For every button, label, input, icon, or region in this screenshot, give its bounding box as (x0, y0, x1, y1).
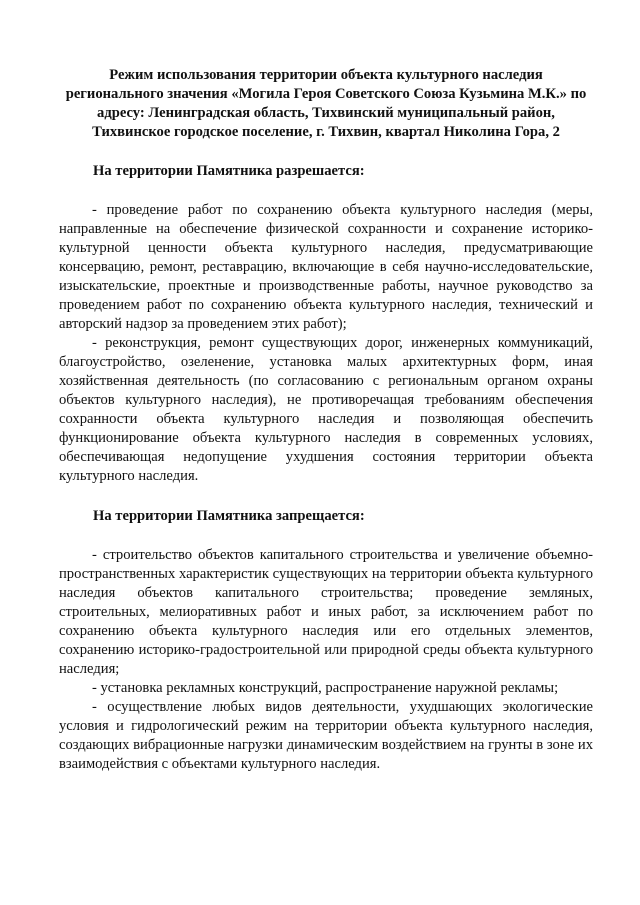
document-title: Режим использования территории объекта культурного наследия регионального значения «Могила Героя Советского Союза Кузьмина М.К.» по адресу: Ленинградская область, Тихвинский муниципальный район, Тихвинское городское поселение, г. Тихвин, квартал Николина Гора, 2 (65, 67, 587, 140)
allowed-item: - проведение работ по сохранению объекта культурного наследия (меры, направленные на обеспечение физической сохранности и сохранение историко-культурной ценности объекта культурного наследия, предусматривающие консервацию, ремонт, реставрацию, включающие в себя научно-исследовательские, изыскательские, проектные и производственные работы, научное руководство за проведением работ по сохранению объекта культурного наследия, технический и авторский надзор за проведением этих работ); (59, 202, 593, 332)
allowed-item: - реконструкция, ремонт существующих дорог, инженерных коммуникаций, благоустройство, озеленение, установка малых архитектурных форм, иная хозяйственная деятельность (по согласованию с региональным органом охраны объектов культурного наследия), не противоречащая требованиям обеспечения сохранности объекта культурного наследия и позволяющая обеспечить функционирование объекта культурного наследия в современных условиях, обеспечивающая недопущение ухудшения состояния территории объекта культурного наследия. (59, 335, 593, 484)
allowed-heading: На территории Памятника разрешается: (93, 163, 365, 179)
forbidden-item: - строительство объектов капитального строительства и увеличение объемно-пространственных характеристик существующих на территории объекта культурного наследия объектов капитального строительства; проведение земляных, строительных, мелиоративных работ и иных работ, за исключением работ по сохранению объекта культурного наследия или его отдельных элементов, сохранению историко-градостроительной или природной среды объекта культурного наследия; (59, 547, 593, 677)
allowed-list (59, 201, 593, 486)
forbidden-list (59, 546, 593, 774)
forbidden-item: - установка рекламных конструкций, распространение наружной рекламы; (92, 680, 559, 696)
forbidden-item: - осуществление любых видов деятельности, ухудшающих экологические условия и гидрологический режим на территории объекта культурного наследия, создающих вибрационные нагрузки динамическим воздействием на грунты в зоне их взаимодействия с объектами культурного наследия. (59, 699, 593, 772)
forbidden-heading: На территории Памятника запрещается: (93, 508, 365, 524)
